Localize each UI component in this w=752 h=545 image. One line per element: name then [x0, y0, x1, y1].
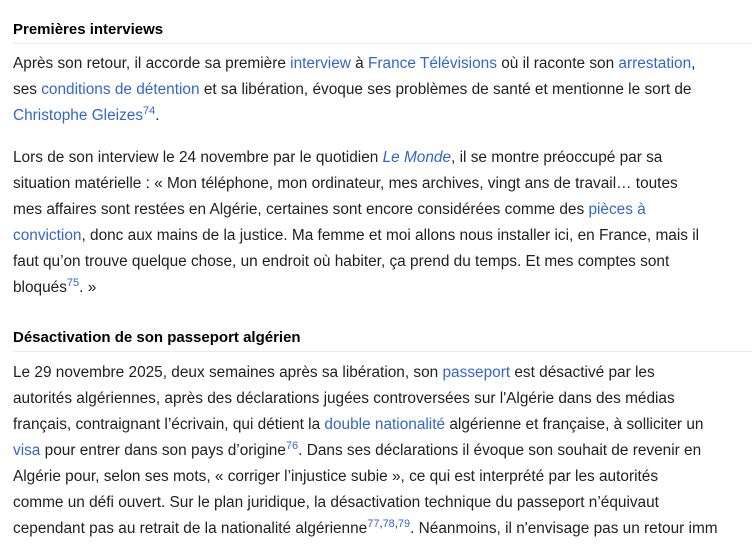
- paragraph-line: Le 29 novembre 2025, deux semaines après sa libération, son passeport est désactivé par les: [13, 364, 655, 381]
- link-passeport[interactable]: passeport: [442, 364, 511, 381]
- paragraph-line: situation matérielle : « Mon téléphone, mon ordinateur, mes archives, vingt ans de travail… toutes: [13, 175, 678, 192]
- reference-marker: [67, 277, 79, 289]
- paragraph-line: Lors de son interview le 24 novembre par le quotidien Le Monde, il se montre préoccupé par sa: [13, 149, 663, 166]
- paragraph-line: Algérie pour, selon ses mots, « corriger l’injustice subie », ce qui est interprété par les autorités: [13, 468, 659, 485]
- reference-marker: [286, 440, 298, 452]
- reference-link[interactable]: 76: [285, 440, 299, 452]
- paragraph-line: conviction, donc aux mains de la justice. Ma femme et moi allons nous installer ici, en France, mais il: [13, 227, 700, 244]
- section-heading-premieres-interviews: Premières interviews: [13, 20, 752, 44]
- paragraph-line: Christophe Gleizes$^{74}$.: [13, 105, 160, 124]
- link-double-nationalite[interactable]: double nationalité: [324, 416, 446, 433]
- link-pieces-a-conviction[interactable]: pièces à: [588, 201, 646, 218]
- paragraph-line: ses conditions de détention et sa libération, évoque ses problèmes de santé et mentionne le sort de: [13, 81, 692, 98]
- reference-link[interactable]: 75: [66, 277, 80, 289]
- reference-link[interactable]: 74: [143, 105, 156, 117]
- reference-marker: [143, 105, 155, 117]
- link-le-monde[interactable]: Le Monde: [382, 149, 452, 166]
- paragraph-line: faut qu’on trouve quelque chose, un endroit où habiter, ça prend du temps. Et mes comptes sont: [13, 253, 670, 270]
- paragraph-line: Après son retour, il accorde sa première interview à France Télévisions où il raconte son arrestation,: [13, 55, 696, 72]
- reference-link[interactable]: 78: [382, 518, 395, 530]
- reference-link[interactable]: 77: [367, 518, 380, 530]
- link-conditions-de-detention[interactable]: conditions de détention: [41, 81, 200, 98]
- paragraph-line: mes affaires sont restées en Algérie, certaines sont encore considérées comme des pièces à: [13, 201, 646, 218]
- section-heading-desactivation-passeport: Désactivation de son passeport algérien: [13, 328, 752, 352]
- paragraph-line: cependant pas au retrait de la nationalité algérienne$^{77,78,79}$. Néanmoins, il n'envisage pas un retour imm: [13, 518, 718, 537]
- link-france-televisions[interactable]: France Télévisions: [368, 55, 497, 72]
- link-christophe-gleizes[interactable]: Christophe Gleizes: [13, 107, 144, 124]
- link-interview[interactable]: interview: [290, 55, 351, 72]
- link-arrestation[interactable]: arrestation: [618, 55, 692, 72]
- reference-marker: 77,78,79: [367, 518, 411, 530]
- link-visa[interactable]: visa: [13, 442, 41, 459]
- reference-link[interactable]: 79: [397, 518, 411, 530]
- paragraph-line: français, contraignant l’écrivain, qui détient la double nationalité algérienne et française, à solliciter un: [13, 416, 704, 433]
- paragraph-line: bloqués$^{75}$. »: [13, 277, 97, 296]
- paragraph-line: autorités algériennes, après des déclarations jugées controversées sur l'Algérie dans des médias: [13, 390, 675, 407]
- paragraph-line: visa pour entrer dans son pays d’origine$^{76}$. Dans ses déclarations il évoque son souhait de revenir en: [13, 440, 702, 459]
- paragraph-line: comme un défi ouvert. Sur le plan juridique, la désactivation technique du passeport n’équivaut: [13, 494, 659, 511]
- link-pieces-a-conviction-cont[interactable]: conviction: [13, 227, 82, 244]
